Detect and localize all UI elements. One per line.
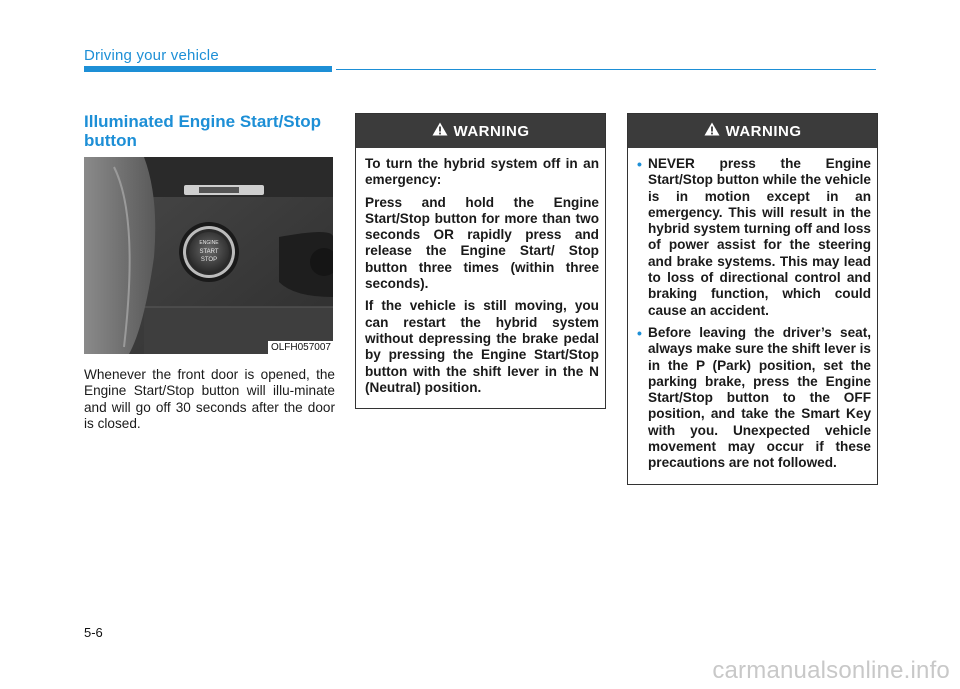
header-rule-thin <box>336 69 876 70</box>
button-label-engine: ENGINE <box>199 240 219 246</box>
watermark: carmanualsonline.info <box>712 657 950 684</box>
warning-body <box>628 148 877 484</box>
bullet-dot-icon: • <box>637 156 642 172</box>
warning-triangle-icon <box>432 122 448 140</box>
photo-caption: OLFH057007 <box>268 341 333 354</box>
bullet-dot-icon: • <box>637 324 642 341</box>
list-item-text: NEVER press the Engine Start/Stop button while the vehicle is in motion except in an emergency. This will result in the hybrid system turning off and loss of power assist for the steering and brake systems. This may lead to loss of directional control and braking function, which could cause an accident. <box>648 156 871 318</box>
warning-bullet-list <box>637 156 871 472</box>
warning-paragraph: If the vehicle is still moving, you can restart the hybrid system without depressing the brake pedal by pressing the Engine Start/Stop button with the shift lever in the N (Neutral) position. <box>365 298 599 395</box>
section-heading: Illuminated Engine Start/Stop button <box>84 112 322 150</box>
list-item <box>637 156 871 319</box>
body-paragraph: Whenever the front door is opened, the Engine Start/Stop button will illu-minate and will go off 30 seconds after the door is closed. <box>84 367 335 432</box>
start-stop-button-photo <box>84 157 333 354</box>
button-label-stop: STOP <box>200 257 218 263</box>
dashboard-illustration <box>84 157 333 354</box>
warning-paragraph: To turn the hybrid system off in an emergency: <box>365 156 599 188</box>
warning-box-2 <box>627 113 878 485</box>
button-label-start: START <box>199 249 219 255</box>
list-item <box>637 325 871 472</box>
warning-header <box>356 114 605 148</box>
warning-triangle-icon <box>704 122 720 140</box>
warning-box-1 <box>355 113 606 409</box>
list-item-text: Before leaving the driver’s seat, always make sure the shift lever is in the P (Park) position, set the parking brake, press the Engine Start/Stop button to the OFF position, and take the Smart Key with you. Unexpected vehicle movement may occur if these precautions are not followed. <box>648 324 871 471</box>
header-rule <box>84 66 332 72</box>
section-header-title: Driving your vehicle <box>84 47 219 64</box>
page-number: 5-6 <box>84 625 103 640</box>
warning-paragraph: Press and hold the Engine Start/Stop button for more than two seconds OR rapidly press and release the Engine Start/ Stop button three times (within three seconds). <box>365 194 599 292</box>
warning-header <box>628 114 877 148</box>
warning-title: WARNING <box>453 122 530 140</box>
warning-body <box>356 148 605 408</box>
warning-title: WARNING <box>725 122 802 140</box>
